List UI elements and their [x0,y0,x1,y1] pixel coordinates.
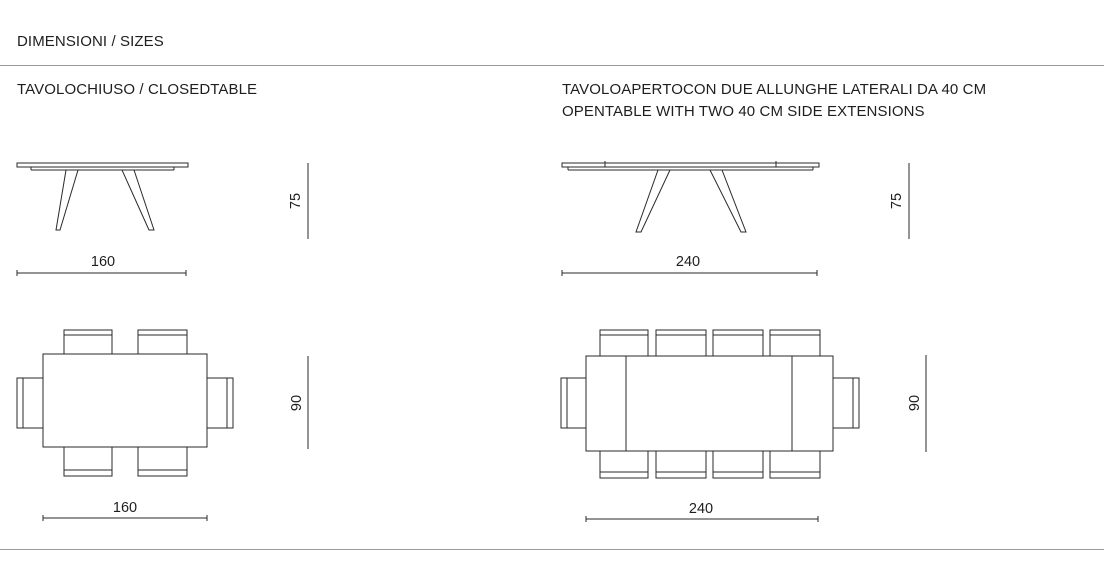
closed-plan-depth-label: 90 [289,394,305,412]
open-plan-depth-label: 90 [907,394,923,412]
open-elevation-width-dim [562,270,817,276]
closed-table-title: TAVOLOCHIUSO / CLOSEDTABLE [17,81,258,98]
open-plan-width-label: 240 [688,501,714,517]
open-elevation-width-label: 240 [675,254,701,270]
open-table-title-it: TAVOLOAPERTOCON DUE ALLUNGHE LATERALI DA 40 CM [562,81,987,98]
open-elevation-right-leg [710,170,746,232]
open-table-title-en: OPENTABLE WITH TWO 40 CM SIDE EXTENSIONS [562,103,925,120]
closed-plan-width-label: 160 [112,500,138,516]
closed-elevation-drawing [17,163,188,230]
closed-plan-tabletop [43,354,207,447]
closed-elevation-height-label: 75 [288,192,304,210]
closed-elevation-right-leg [122,170,154,230]
open-elevation-height-label: 75 [889,192,905,210]
closed-elevation-width-label: 160 [90,254,116,270]
open-elevation-top [562,163,819,167]
open-elevation-drawing [562,161,819,232]
page-title: DIMENSIONI / SIZES [17,33,164,50]
closed-elevation-width-dim [17,270,186,276]
open-plan-tabletop [586,356,833,451]
closed-elevation-top [17,163,188,167]
open-elevation-left-leg [636,170,670,232]
closed-elevation-left-leg [56,170,78,230]
bottom-divider [0,549,1104,550]
